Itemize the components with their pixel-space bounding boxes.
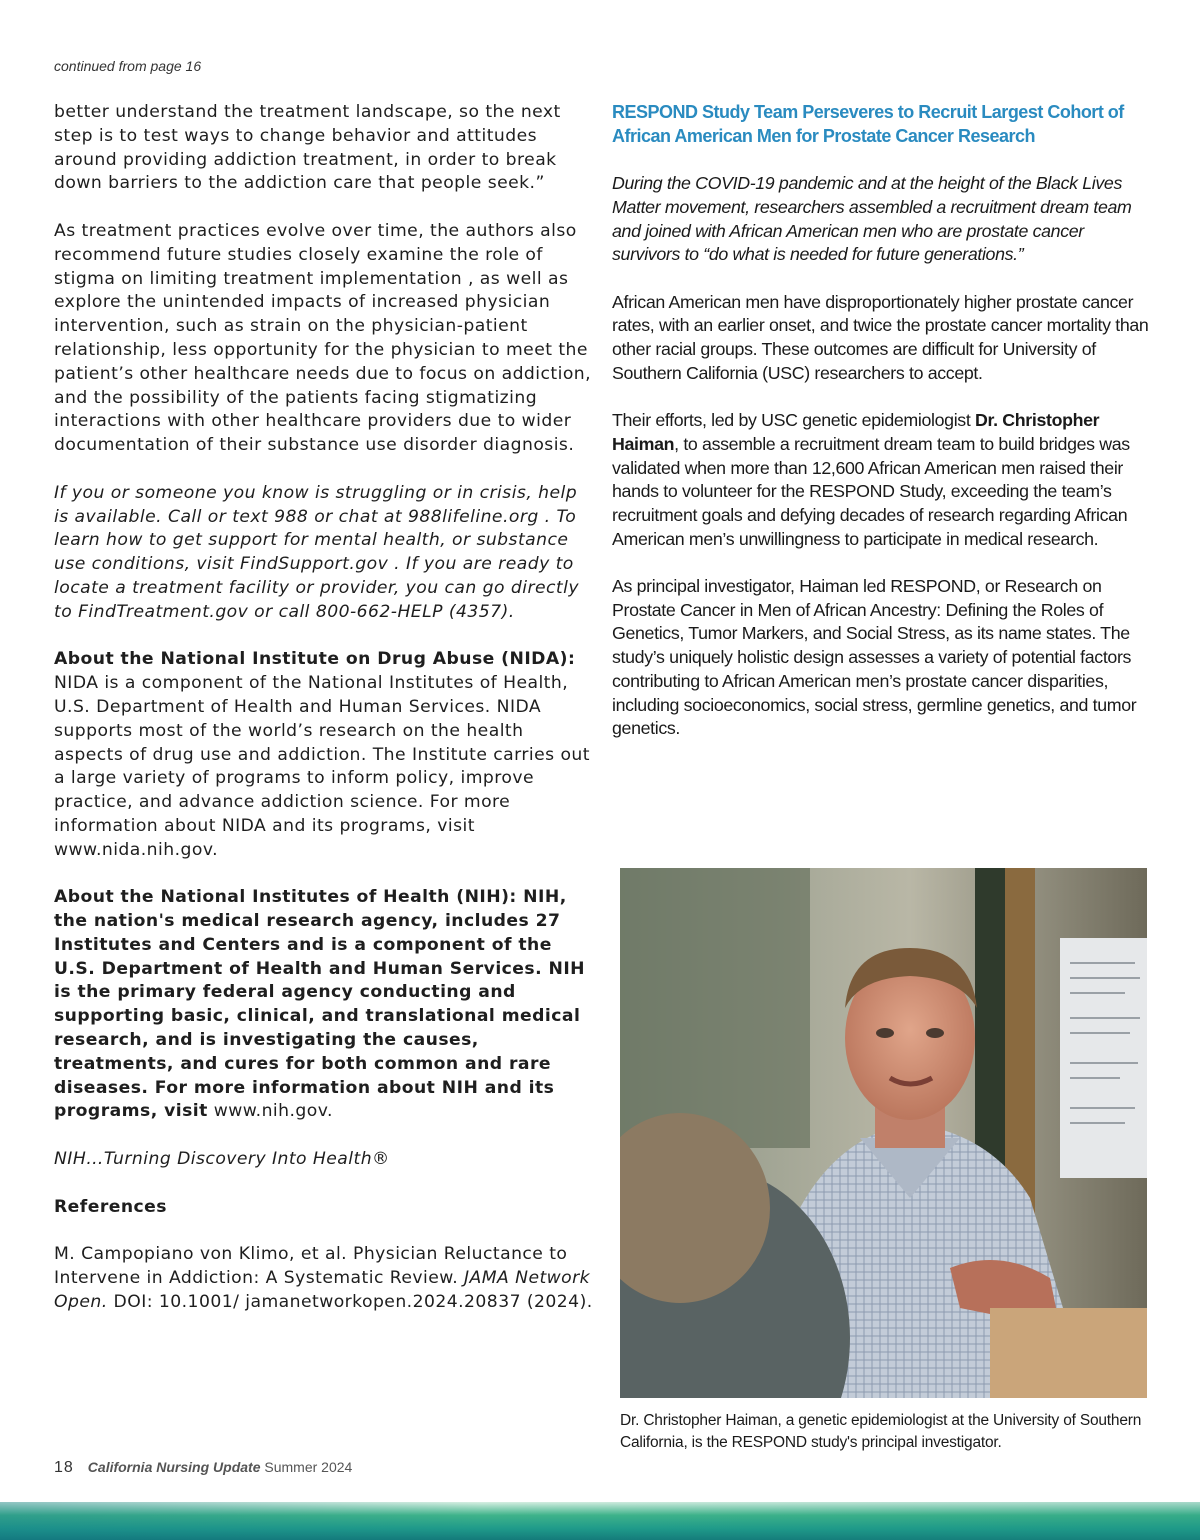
left-paragraph-1: better understand the treatment landscape, so the next step is to test ways to change behavior and attitudes around providing addiction treatment, in order to break down barriers to the addiction care that people seek.” <box>54 102 561 194</box>
researcher-photo-illustration <box>620 868 1147 1398</box>
about-nida-heading: About the National Institute on Drug Abuse (NIDA): <box>54 649 576 670</box>
reference-authors-title: M. Campopiano von Klimo, et al. Physician Reluctance to Intervene in Addiction: A Systematic Review. <box>54 1244 568 1289</box>
page-number: 18 <box>54 1459 74 1476</box>
nih-link: www.nih.gov. <box>207 1101 333 1122</box>
left-paragraph-2: As treatment practices evolve over time, the authors also recommend future studies closely examine the role of stigma on limiting treatment implementation , as well as explore the unintended impacts of increased physician intervention, such as strain on the physician-patient relationship, less opportunity for the physician to meet the patient’s other healthcare needs due to focus on addiction, and the possibility of the patients facing stigmatizing interactions with other healthcare providers due to wider documentation of their substance use disorder diagnosis. <box>54 220 592 456</box>
right-column <box>612 101 1152 765</box>
footer-band-shade <box>0 1502 1200 1540</box>
footer-publication-line <box>88 1459 353 1475</box>
researcher-name: Dr. Christopher Haiman <box>612 410 1100 454</box>
about-nida-text: NIDA is a component of the National Institutes of Health, U.S. Department of Health and Human Services. NIDA supports most of the world’s research on the health aspects of drug use and addiction. The Institute carries out a large variety of programs to inform policy, improve practice, and advance addiction science. For more information about NIDA and its programs, visit www.nida.nih.gov. <box>54 673 590 860</box>
about-nih-text: About the National Institutes of Health (NIH): NIH, the nation's medical research agency, includes 27 Institutes and Centers and is a component of the U.S. Department of Health and Human Services. NIH is the primary federal agency conducting and supporting basic, clinical, and translational medical research, and is investigating the causes, treatments, and cures for both common and rare diseases. For more information about NIH and its programs, visit <box>54 887 586 1122</box>
researcher-photo <box>620 868 1147 1398</box>
issue-season: Summer 2024 <box>264 1459 353 1475</box>
about-nih-paragraph <box>54 886 594 1124</box>
article-paragraph-2-rest: , to assemble a recruitment dream team to build bridges was validated when more than 12,600 African American men raised their hands to volunteer for the RESPOND Study, exceeding the team’s recruitment goals and defying decades of research regarding African American men’s unwillingness to participate in medical research. <box>612 433 1130 549</box>
article-paragraph-2-lead: Their efforts, led by USC genetic epidemiologist <box>612 410 976 431</box>
article-headline: RESPOND Study Team Perseveres to Recruit Largest Cohort of African American Men for Prostate Cancer Research <box>612 102 1124 146</box>
about-nida-paragraph <box>54 648 594 862</box>
continued-note: continued from page 16 <box>54 58 202 74</box>
page-footer <box>54 1459 352 1477</box>
left-column <box>54 101 594 1338</box>
reference-item <box>54 1243 594 1314</box>
article-paragraph-1: African American men have disproportionately higher prostate cancer rates, with an earlier onset, and twice the prostate cancer mortality than other racial groups. These outcomes are difficult for University of Southern California (USC) researchers to accept. <box>612 291 1149 383</box>
nih-tagline: NIH…Turning Discovery Into Health® <box>54 1149 390 1170</box>
reference-journal: JAMA Network Open. <box>54 1268 591 1312</box>
publication-name: California Nursing Update <box>87 1459 261 1475</box>
article-paragraph-3: As principal investigator, Haiman led RESPOND, or Research on Prostate Cancer in Men of African Ancestry: Defining the Roles of Genetics, Tumor Markers, and Social Stress, as its name states. The study’s uniquely holistic design assesses a variety of potential factors contributing to African American men’s prostate cancer disparities, including socioeconomics, social stress, germline genetics, and tumor genetics. <box>612 576 1137 739</box>
decorative-footer-band <box>0 1502 1200 1540</box>
references-heading-text: References <box>54 1196 167 1217</box>
article-paragraph-2 <box>612 409 1152 551</box>
reference-doi: DOI: 10.1001/ jamanetworkopen.2024.20837 (2024). <box>107 1291 593 1312</box>
references-heading <box>54 1196 594 1220</box>
photo-caption: Dr. Christopher Haiman, a genetic epidemiologist at the University of Southern California, is the RESPOND study's principal investigator. <box>620 1412 1142 1451</box>
crisis-help-paragraph: If you or someone you know is struggling or in crisis, help is available. Call or text 988 or chat at 988lifeline.org . To learn how to get support for mental health, or substance use conditions, visit FindSupport.gov . If you are ready to locate a treatment facility or provider, you can go directly to FindTreatment.gov or call 800-662-HELP (4357). <box>54 482 579 622</box>
article-intro: During the COVID-19 pandemic and at the height of the Black Lives Matter movement, researchers assembled a recruitment dream team and joined with African American men who are prostate cancer survivors to “do what is needed for future generations.” <box>612 173 1132 265</box>
